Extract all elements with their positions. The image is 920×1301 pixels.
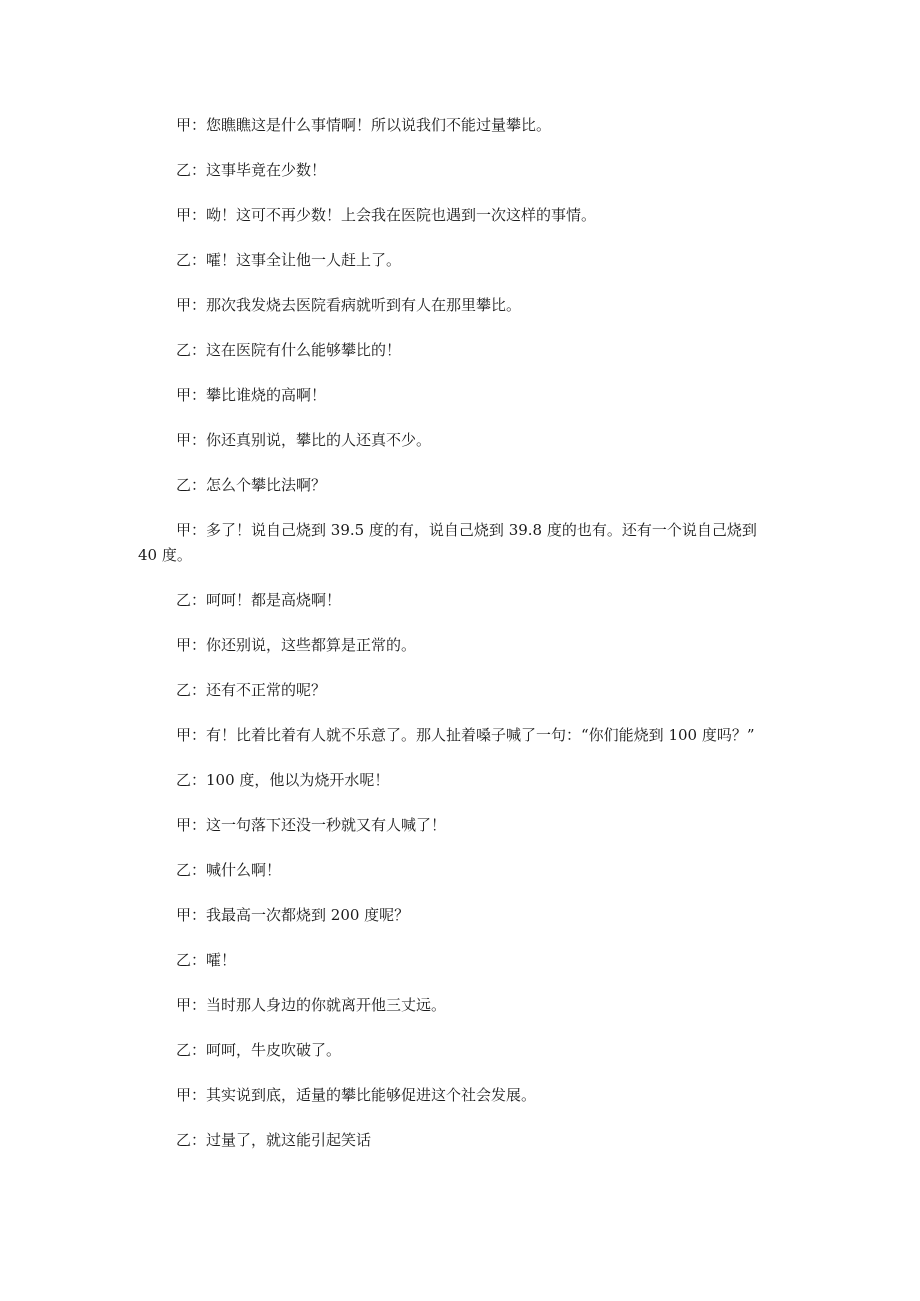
dialogue-line: 甲：其实说到底，适量的攀比能够促进这个社会发展。 [176, 1086, 537, 1104]
dialogue-line: 甲：多了！说自己烧到 39.5 度的有，说自己烧到 39.8 度的也有。还有一个说自己烧到 [176, 521, 757, 539]
dialogue-line: 乙：这在医院有什么能够攀比的！ [176, 341, 402, 359]
dialogue-line: 甲：有！比着比着有人就不乐意了。那人扯着嗓子喊了一句：“你们能烧到 100 度吗？” [176, 726, 755, 744]
dialogue-line: 甲：呦！这可不再少数！上会我在医院也遇到一次这样的事情。 [176, 206, 597, 224]
dialogue-line: 甲：我最高一次都烧到 200 度呢？ [176, 906, 410, 924]
dialogue-line-continued: 40 度。 [138, 546, 192, 564]
dialogue-line: 乙：嚯！ [176, 951, 237, 969]
dialogue-line: 乙：过量了，就这能引起笑话 [176, 1131, 372, 1149]
dialogue-line: 甲：攀比谁烧的高啊！ [176, 386, 327, 404]
dialogue-line: 甲：您瞧瞧这是什么事情啊！所以说我们不能过量攀比。 [176, 116, 552, 134]
dialogue-line: 乙：呵呵，牛皮吹破了。 [176, 1041, 342, 1059]
dialogue-line: 乙：这事毕竟在少数！ [176, 161, 327, 179]
dialogue-line: 乙：还有不正常的呢？ [176, 681, 327, 699]
dialogue-line: 乙：喊什么啊！ [176, 861, 282, 879]
dialogue-line: 乙：嚯！这事全让他一人赶上了。 [176, 251, 402, 269]
dialogue-line: 甲：你还真别说，攀比的人还真不少。 [176, 431, 432, 449]
dialogue-line: 甲：当时那人身边的你就离开他三丈远。 [176, 996, 447, 1014]
dialogue-line: 乙：呵呵！都是高烧啊！ [176, 591, 342, 609]
dialogue-line: 甲：这一句落下还没一秒就又有人喊了！ [176, 816, 447, 834]
dialogue-line: 甲：你还别说，这些都算是正常的。 [176, 636, 417, 654]
dialogue-line: 甲：那次我发烧去医院看病就听到有人在那里攀比。 [176, 296, 522, 314]
dialogue-line: 乙：100 度，他以为烧开水呢！ [176, 771, 390, 789]
dialogue-line: 乙：怎么个攀比法啊？ [176, 476, 327, 494]
